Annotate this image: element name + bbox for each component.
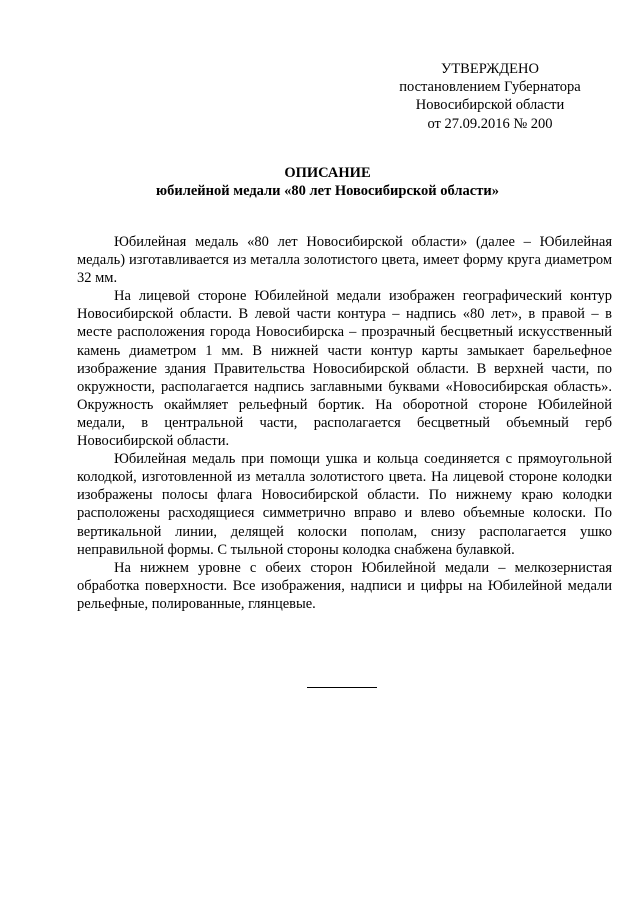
approval-stamp xyxy=(380,60,600,133)
document-heading xyxy=(60,164,595,200)
approval-label: УТВЕРЖДЕНО xyxy=(441,61,539,77)
document-title: ОПИСАНИЕ xyxy=(284,165,371,181)
paragraph-medal-block: Юбилейная медаль при помощи ушка и кольца соединяется с прямоугольной колодкой, изготовленной из металла золотистого цвета. На лицевой стороне колодки изображены полосы флага Новосибирской области. По нижнему краю колодки расположены расходящиеся симметрично вправо и влево объемные колоски. По вертикальной линии, делящей колоски пополам, снизу располагается ушко неправильной формы. С тыльной стороны колодка снабжена булавкой. xyxy=(77,451,612,558)
approval-date-number: от 27.09.2016 № 200 xyxy=(427,115,553,132)
document-body xyxy=(77,233,612,613)
document-subtitle: юбилейной медали «80 лет Новосибирской области» xyxy=(156,183,499,199)
paragraph-medal-obverse-reverse: На лицевой стороне Юбилейной медали изображен географический контур Новосибирской области. В левой части контура – надпись «80 лет», в правой – в месте расположения города Новосибирска – прозрачный бесцветный искусственный камень диаметром 1 мм. В нижней части контур карты замыкает барельефное изображение здания Правительства Новосибирской области. В верхней части, по окружности, располагается надпись заглавными буквами «Новосибирская область». Окружность окаймляет рельефный бортик. На оборотной стороне Юбилейной медали, в центральной части, располагается бесцветный объемный герб Новосибирской области. xyxy=(77,288,612,450)
paragraph-medal-finish: На нижнем уровне с обеих сторон Юбилейной медали – мелкозернистая обработка поверхности. Все изображения, надписи и цифры на Юбилейной медали рельефные, полированные, глянцевые. xyxy=(77,559,612,612)
closing-divider xyxy=(307,687,377,688)
approval-resolution: постановлением Губернатора xyxy=(399,79,581,96)
approval-region: Новосибирской области xyxy=(415,97,565,114)
paragraph-medal-general: Юбилейная медаль «80 лет Новосибирской области» (далее – Юбилейная медаль) изготавливается из металла золотистого цвета, имеет форму круга диаметром 32 мм. xyxy=(77,234,612,287)
